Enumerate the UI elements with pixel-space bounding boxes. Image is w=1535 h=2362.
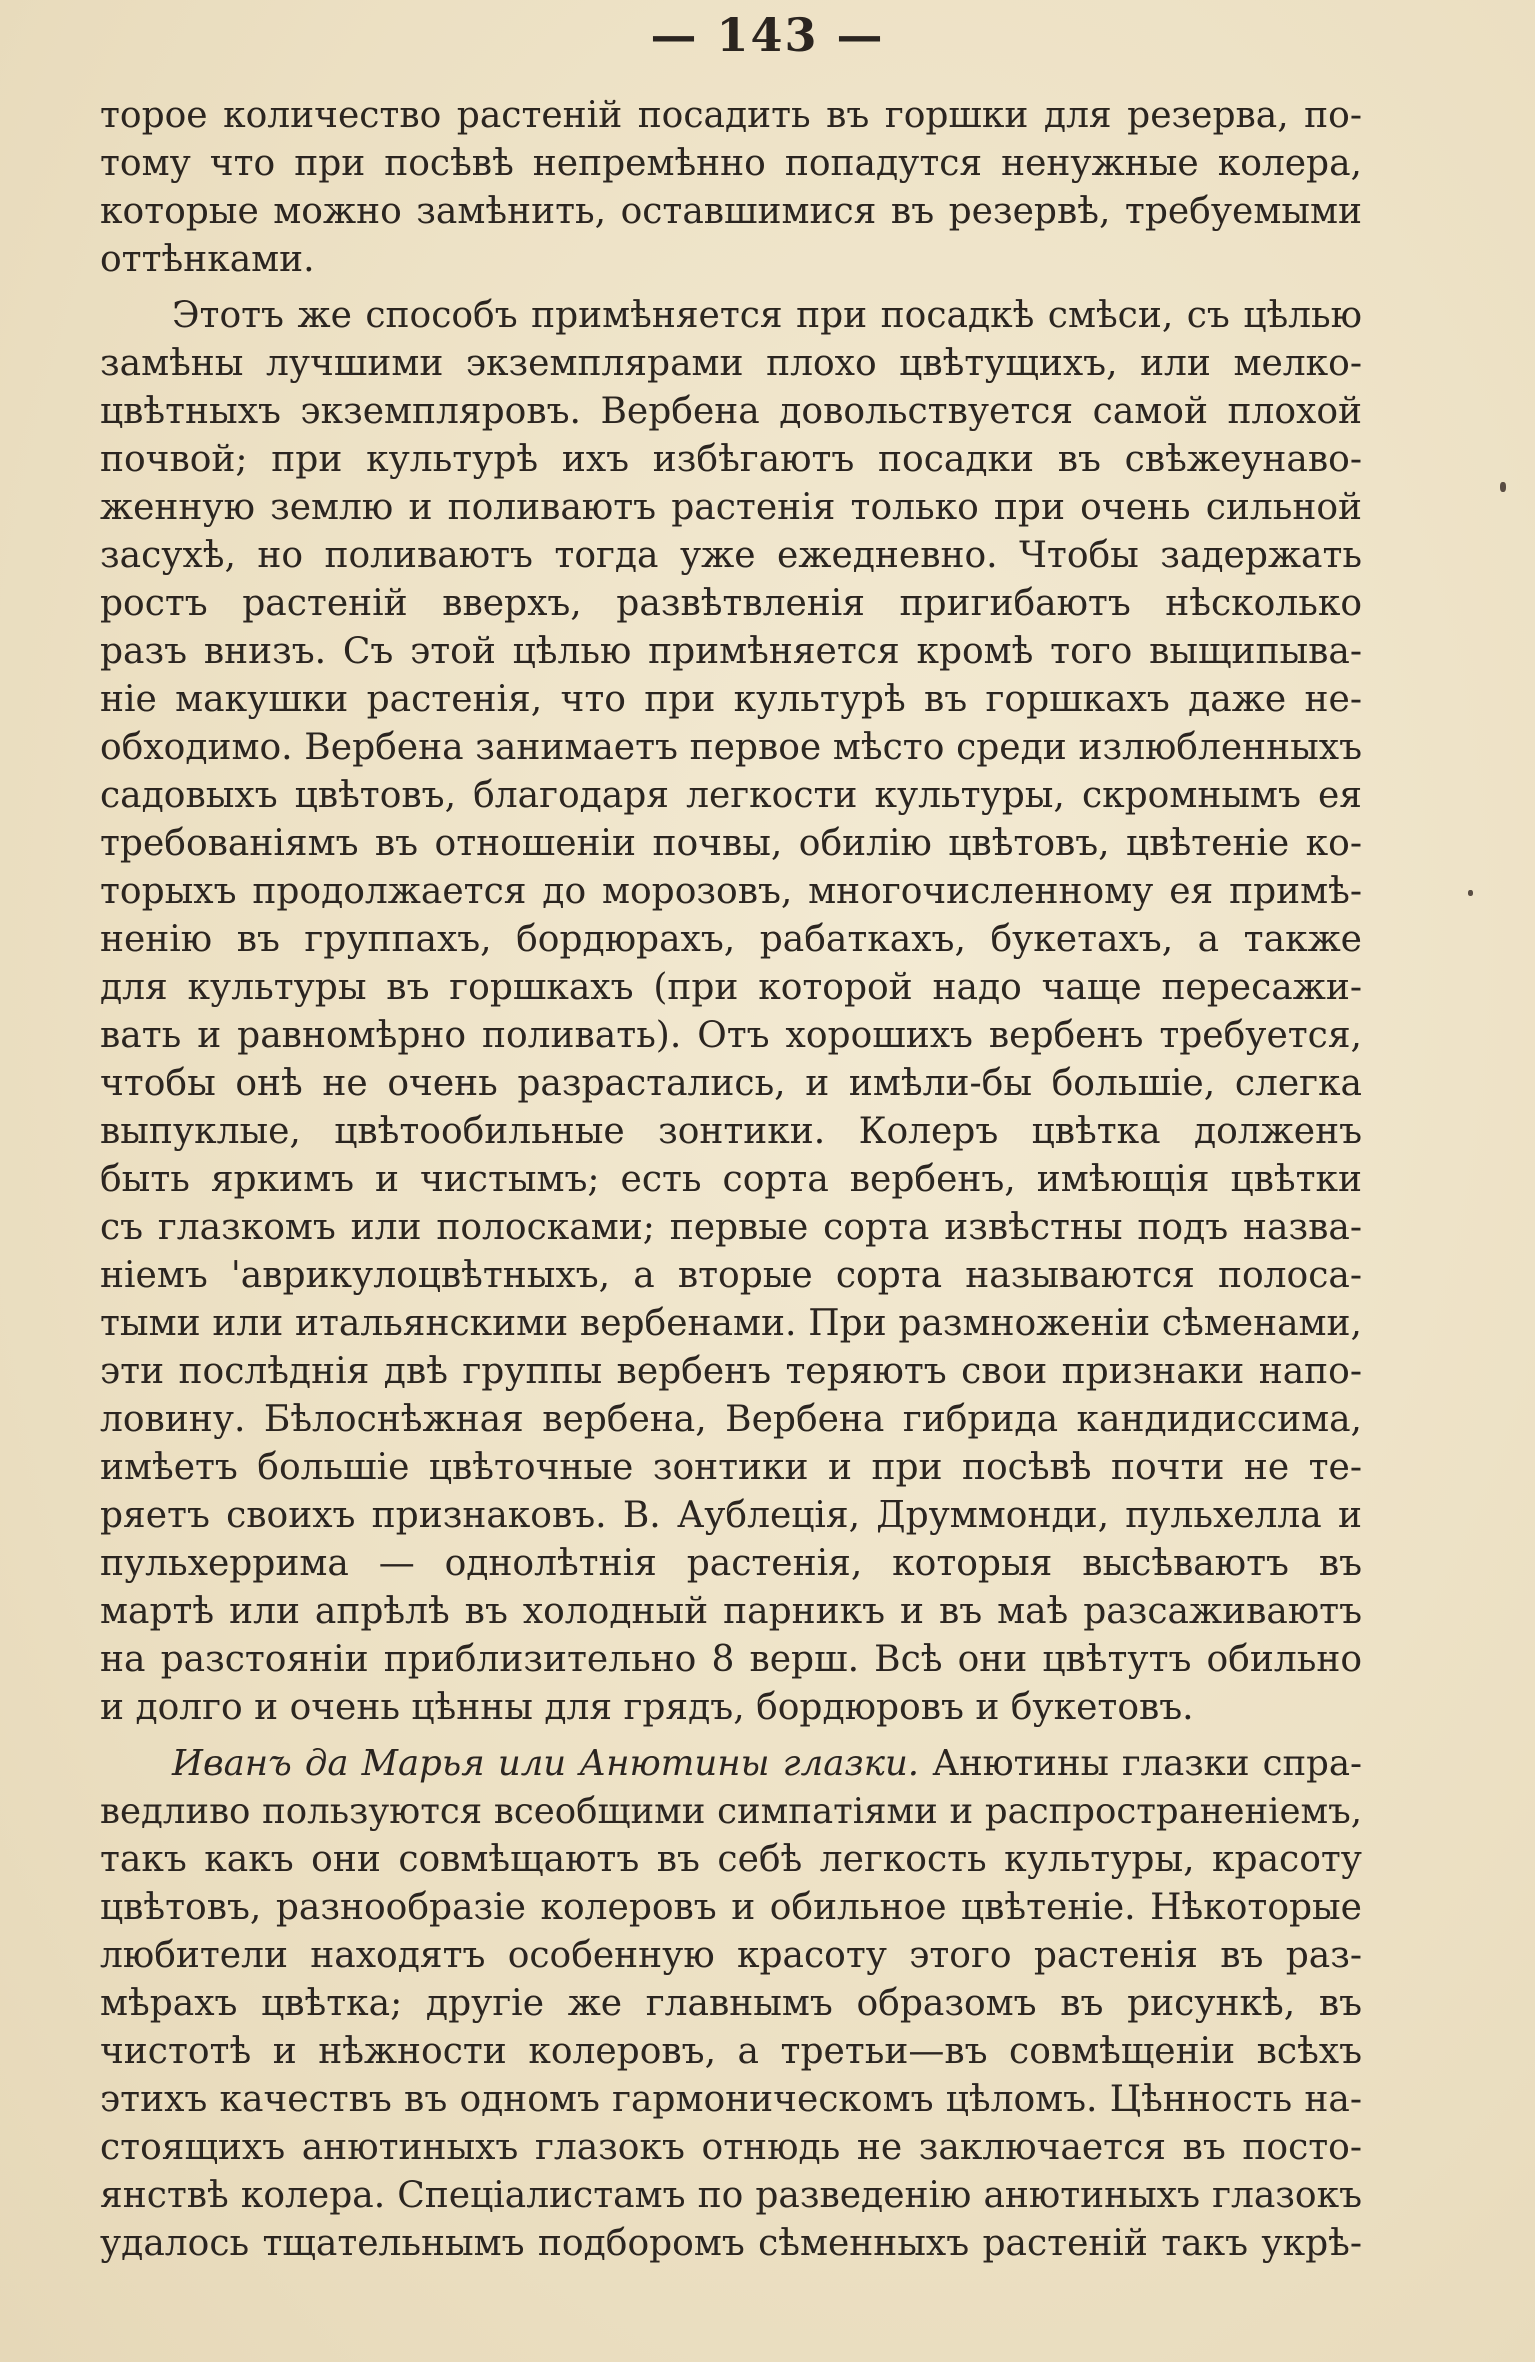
- text-line: ловину. Бѣлоснѣжная вербена, Вербена гибрида кандидиссима,: [100, 1399, 1362, 1440]
- text-line: цвѣтовъ, разнообразіе колеровъ и обильное цвѣтеніе. Нѣкоторые: [100, 1887, 1362, 1928]
- text-line: ненію въ группахъ, бордюрахъ, рабаткахъ, букетахъ, а также: [100, 919, 1362, 960]
- text-line: тыми или итальянскими вербенами. При размноженіи сѣменами,: [100, 1303, 1362, 1344]
- text-line: оттѣнками.: [100, 239, 315, 280]
- text-line: которые можно замѣнить, оставшимися въ резервѣ, требуемыми: [100, 191, 1362, 232]
- text-line: этихъ качествъ въ одномъ гармоническомъ цѣломъ. Цѣнность на-: [100, 2079, 1362, 2120]
- page-body: [100, 92, 1362, 2268]
- text-line: мартѣ или апрѣлѣ въ холодный парникъ и въ маѣ разсаживаютъ: [100, 1591, 1362, 1632]
- ink-speck: [1468, 890, 1473, 896]
- text-line: [100, 1740, 1362, 1788]
- text-line: эти послѣднія двѣ группы вербенъ теряютъ свои признаки напо-: [100, 1351, 1362, 1392]
- text-line: удалось тщательнымъ подборомъ сѣменныхъ растеній такъ укрѣ-: [100, 2223, 1362, 2264]
- text-line: любители находятъ особенную красоту этого растенія въ раз-: [100, 1935, 1362, 1976]
- text-line: тому что при посѣвѣ непремѣнно попадутся ненужные колера,: [100, 143, 1362, 184]
- text-line: женную землю и поливаютъ растенія только при очень сильной: [100, 487, 1362, 528]
- text-line: на разстояніи приблизительно 8 верш. Всѣ они цвѣтутъ обильно: [100, 1639, 1362, 1680]
- text-line: вать и равномѣрно поливать). Отъ хорошихъ вербенъ требуется,: [100, 1015, 1362, 1056]
- text-line: стоящихъ анютиныхъ глазокъ отнюдь не заключается въ посто-: [100, 2127, 1362, 2168]
- paragraph: [100, 1740, 1362, 2268]
- text-line: мѣрахъ цвѣтка; другіе же главнымъ образомъ въ рисункѣ, въ: [100, 1983, 1362, 2024]
- text-line: разъ внизъ. Съ этой цѣлью примѣняется кромѣ того выщипыва-: [100, 631, 1362, 672]
- text-line: чистотѣ и нѣжности колеровъ, а третьи—въ совмѣщеніи всѣхъ: [100, 2031, 1362, 2072]
- text-line: замѣны лучшими экземплярами плохо цвѣтущихъ, или мелко-: [100, 343, 1362, 384]
- text-line: обходимо. Вербена занимаетъ первое мѣсто среди излюбленныхъ: [100, 727, 1362, 768]
- text-line: торыхъ продолжается до морозовъ, многочисленному ея примѣ-: [100, 871, 1362, 912]
- ink-speck: [1500, 482, 1506, 492]
- text-line: чтобы онѣ не очень разрастались, и имѣли-бы большіе, слегка: [100, 1063, 1362, 1104]
- text-line: ряетъ своихъ признаковъ. В. Аублеція, Друммонди, пульхелла и: [100, 1495, 1362, 1536]
- text-line: янствѣ колера. Спеціалистамъ по разведенію анютиныхъ глазокъ: [100, 2175, 1362, 2216]
- text-line: торое количество растеній посадить въ горшки для резерва, по-: [100, 95, 1362, 136]
- text-line: для культуры въ горшкахъ (при которой надо чаще пересажи-: [100, 967, 1362, 1008]
- text-line: садовыхъ цвѣтовъ, благодаря легкости культуры, скромнымъ ея: [100, 775, 1362, 816]
- text-line: ведливо пользуются всеобщими симпатіями и распространеніемъ,: [100, 1791, 1362, 1832]
- text-line: и долго и очень цѣнны для грядъ, бордюровъ и букетовъ.: [100, 1687, 1194, 1728]
- text-line: съ глазкомъ или полосками; первые сорта извѣстны подъ назва-: [100, 1207, 1362, 1248]
- text-line: ростъ растеній вверхъ, развѣтвленія пригибаютъ нѣсколько: [100, 583, 1362, 624]
- page-number: — 143 —: [650, 8, 885, 62]
- paragraph: [100, 292, 1362, 1732]
- section-heading-italic: Иванъ да Марья или Анютины глазки.: [172, 1743, 920, 1784]
- text-span: Анютины глазки спра-: [919, 1743, 1362, 1784]
- text-line: почвой; при культурѣ ихъ избѣгаютъ посадки въ свѣжеунаво-: [100, 439, 1362, 480]
- text-line: пульхеррима — однолѣтнія растенія, которыя высѣваютъ въ: [100, 1543, 1362, 1584]
- text-line: Этотъ же способъ примѣняется при посадкѣ смѣси, съ цѣлью: [172, 295, 1362, 336]
- text-line: требованіямъ въ отношеніи почвы, обилію цвѣтовъ, цвѣтеніе ко-: [100, 823, 1362, 864]
- text-line: имѣетъ большіе цвѣточные зонтики и при посѣвѣ почти не те-: [100, 1447, 1362, 1488]
- text-line: цвѣтныхъ экземпляровъ. Вербена довольствуется самой плохой: [100, 391, 1362, 432]
- text-line: быть яркимъ и чистымъ; есть сорта вербенъ, имѣющія цвѣтки: [100, 1159, 1362, 1200]
- text-line: такъ какъ они совмѣщаютъ въ себѣ легкость культуры, красоту: [100, 1839, 1362, 1880]
- paragraph: [100, 92, 1362, 284]
- text-line: выпуклые, цвѣтообильные зонтики. Колеръ цвѣтка долженъ: [100, 1111, 1362, 1152]
- text-line: засухѣ, но поливаютъ тогда уже ежедневно. Чтобы задержать: [100, 535, 1362, 576]
- text-line: ніе макушки растенія, что при культурѣ въ горшкахъ даже не-: [100, 679, 1362, 720]
- text-line: ніемъ 'аврикулоцвѣтныхъ, а вторые сорта называются полоса-: [100, 1255, 1362, 1296]
